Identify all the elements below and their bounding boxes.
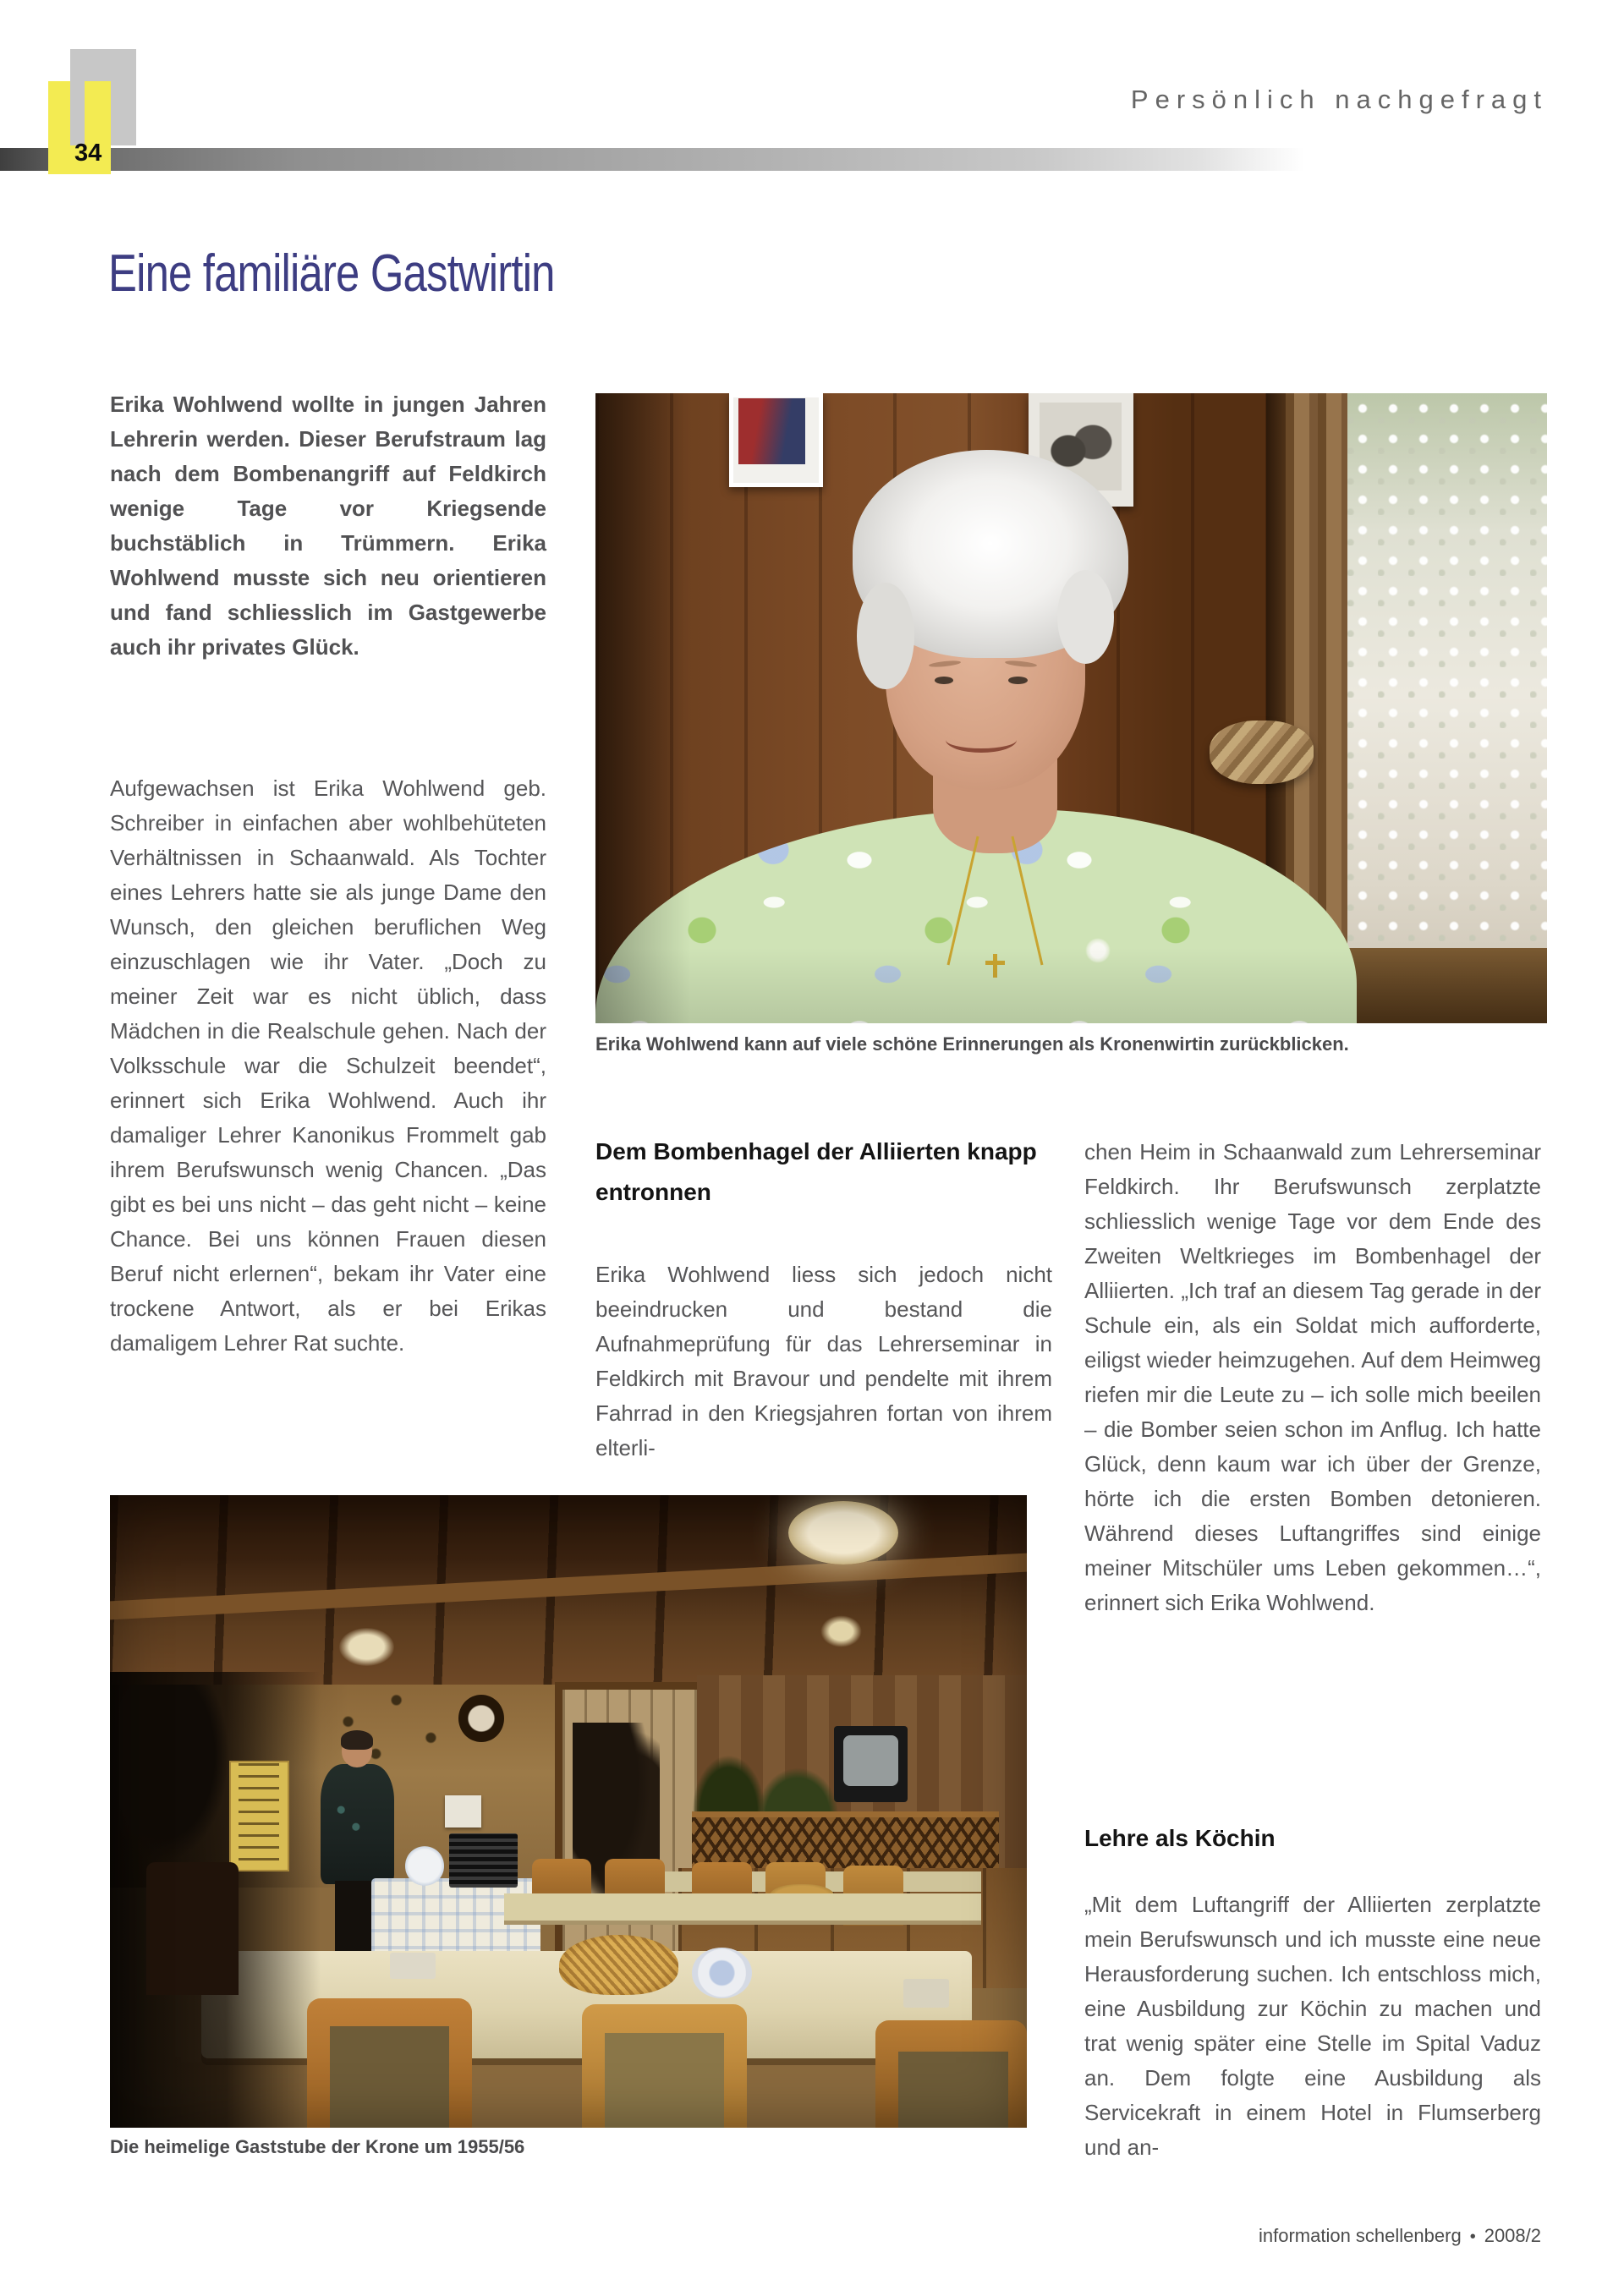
middle-column-paragraph: Erika Wohlwend liess sich jedoch nicht beeindrucken und bestand die Aufnahmeprüfung für das Lehrerseminar in Feldkirch mit Bravour und pendelte mit ihrem Fahrrad in den Kriegsjahren fortan von ihrem elterli- [595, 1262, 1052, 1460]
section-heading-bombenhagel: Dem Bombenhagel der Alliierten knapp entronnen [595, 1138, 1037, 1205]
photo-gaststube-krone [110, 1495, 1027, 2128]
gaststube-caption: Die heimelige Gaststube der Krone um 1955/56 [110, 2136, 525, 2157]
article-title: Eine familiäre Gastwirtin [108, 244, 555, 303]
photo-portrait-erika-wohlwend [595, 393, 1547, 1023]
photo-vignette [595, 393, 1547, 1023]
photo-vignette [110, 1495, 1027, 2128]
logo-gray-strip [70, 81, 85, 145]
section-heading-lehre: Lehre als Köchin [1084, 1825, 1276, 1851]
lead-paragraph: Erika Wohlwend wollte in jungen Jahren Lehrerin werden. Dieser Berufstraum lag nach dem Bombenangriff auf Feldkirch wenige Tage vor Kriegsende buchstäblich in Trümmern. Erika Wohlwend musste sich neu orientieren und fand schliesslich im Gastgewerbe auch ihr privates Glück. [110, 392, 546, 660]
lehre-paragraph: „Mit dem Luftangriff der Alliierten zerplatzte mein Berufswunsch und ich musste eine neue Herausforderung suchen. Ich entschloss mich, eine Ausbildung zur Köchin zu machen und trat wenig später eine Stelle im Spital Vaduz an. Dem folgte eine Ausbildung als Servicekraft in einem Hotel in Flumserberg und an- [1084, 1892, 1541, 2160]
right-column-paragraph: chen Heim in Schaanwald zum Lehrerseminar Feldkirch. Ihr Berufswunsch zerplatzte schliesslich wenige Tage vor dem Ende des Zweiten Weltkrieges im Bombenhagel der Alliierten. „Ich traf an diesem Tag gerade in der Schule ein, als ein Soldat mich aufforderte, eiligst wieder heimzugehen. Auf dem Heimweg riefen mir die Leute zu – ich solle mich beeilen – die Bomber seien schon im Anflug. Ich hatte Glück, denn kaum war ich über der Grenze, hörte ich die ersten Bomben detonieren. Während dieses Luftangriffes sind einige meiner Mitschüler ums Leben gekommen…“, erinnert sich Erika Wohlwend. [1084, 1139, 1541, 1615]
section-label: Persönlich nachgefragt [1130, 85, 1548, 114]
footer-issue: 2008/2 [1484, 2225, 1541, 2246]
portrait-caption: Erika Wohlwend kann auf viele schöne Erinnerungen als Kronenwirtin zurückblicken. [595, 1033, 1349, 1055]
page-number: 34 [74, 140, 102, 167]
page-footer [1259, 2225, 1541, 2247]
header-rule-bar [0, 148, 1304, 171]
footer-separator: • [1469, 2228, 1476, 2246]
footer-publication: information schellenberg [1258, 2225, 1462, 2246]
left-column-paragraph: Aufgewachsen ist Erika Wohlwend geb. Schreiber in einfachen aber wohlbehüteten Verhältnissen in Schaanwald. Als Tochter eines Lehrers hatte sie als junge Dame den Wunsch, den gleichen beruflichen Weg einzuschlagen wie ihr Vater. „Doch zu meiner Zeit war es nicht üblich, dass Mädchen in die Realschule gehen. Nach der Volksschule war die Schulzeit beendet“, erinnert sich Erika Wohlwend. Auch ihr damaliger Lehrer Kanonikus Frommelt gab ihrem Berufswunsch wenig Chancen. „Das gibt es bei uns nicht – das geht nicht – keine Chance. Bei uns können Frauen diesen Beruf nicht erlernen“, bekam ihr Vater eine trockene Antwort, als er bei Erikas damaligem Lehrer Rat suchte. [110, 775, 546, 1356]
